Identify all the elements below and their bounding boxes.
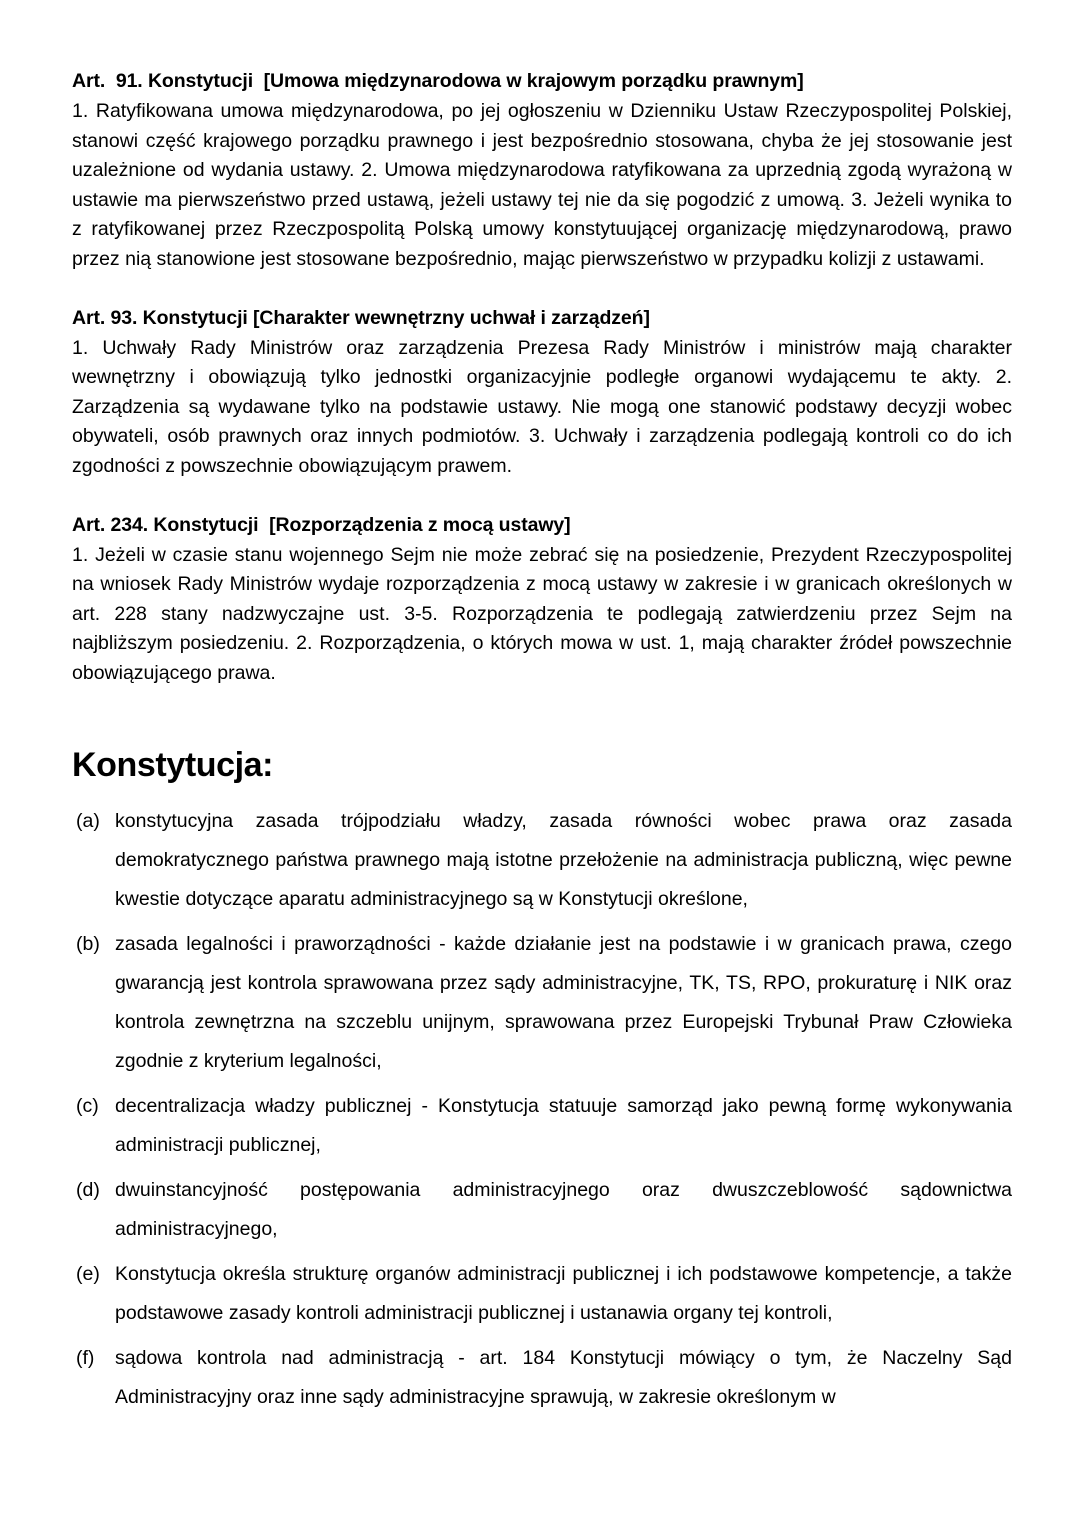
- article-block-91: [72, 68, 1012, 275]
- list-item-text: dwuinstancyjność postępowania administracyjnego oraz dwuszczeblowość sądownictwa administracyjnego,: [115, 1179, 1012, 1241]
- list-item-text: sądowa kontrola nad administracją - art. 184 Konstytucji mówiący o tym, że Naczelny Sąd Administracyjny oraz inne sądy administracyjne sprawują, w zakresie określonym w: [115, 1347, 1012, 1409]
- list-item-text: zasada legalności i praworządności - każde działanie jest na podstawie i w granicach prawa, czego gwarancją jest kontrola sprawowana przez sądy administracyjne, TK, TS, RPO, prokuraturę i NIK oraz kontrola zewnętrzna na szczeblu unijnym, sprawowana przez Europejski Trybunał Praw Człowieka zgodnie z kryterium legalności,: [115, 933, 1012, 1073]
- list-item: [72, 1087, 1012, 1165]
- list-marker: (b): [76, 933, 100, 956]
- list-item: [72, 1339, 1012, 1417]
- list-item: [72, 1171, 1012, 1249]
- list-item: [72, 925, 1012, 1081]
- list-item: [72, 802, 1012, 919]
- article-block-234: [72, 512, 1012, 689]
- article-heading-91: Art. 91. Konstytucji [Umowa międzynarodowa w krajowym porządku prawnym]: [72, 70, 804, 92]
- article-body-93: 1. Uchwały Rady Ministrów oraz zarządzenia Prezesa Rady Ministrów i ministrów mają charakter wewnętrzny i obowiązują tylko jednostki organizacyjnie podległe organowi wydającemu te akty. 2. Zarządzenia są wydawane tylko na podstawie ustawy. Nie mogą one stanowić podstawy decyzji wobec obywateli, osób prawnych oraz innych podmiotów. 3. Uchwały i zarządzenia podlegają kontroli co do ich zgodności z powszechnie obowiązującym prawem.: [72, 336, 1012, 478]
- list-marker: (c): [76, 1095, 99, 1118]
- section-heading-konstytucja: Konstytucja:: [72, 745, 274, 784]
- list-item-text: decentralizacja władzy publicznej - Konstytucja statuuje samorząd jako pewną formę wykonywania administracji publicznej,: [115, 1095, 1012, 1157]
- article-block-93: [72, 305, 1012, 482]
- document-body: [72, 68, 1012, 1417]
- list-marker: (a): [76, 810, 100, 833]
- list-marker: (d): [76, 1179, 100, 1202]
- constitution-principles-list: [72, 802, 1012, 1417]
- article-heading-234: Art. 234. Konstytucji [Rozporządzenia z mocą ustawy]: [72, 513, 571, 536]
- article-body-91: 1. Ratyfikowana umowa międzynarodowa, po jej ogłoszeniu w Dzienniku Ustaw Rzeczypospolitej Polskiej, stanowi część krajowego porządku prawnego i jest bezpośrednio stosowana, chyba że jej stosowanie jest uzależnione od wydania ustawy. 2. Umowa międzynarodowa ratyfikowana za uprzednią zgodą wyrażoną w ustawie ma pierwszeństwo przed ustawą, jeżeli ustawy tej nie da się pogodzić z umową. 3. Jeżeli wynika to z ratyfikowanej przez Rzeczpospolitą Polską umowy konstytuującej organizację międzynarodową, prawo przez nią stanowione jest stosowane bezpośrednio, mając pierwszeństwo w przypadku kolizji z ustawami.: [72, 99, 1012, 271]
- list-item-text: konstytucyjna zasada trójpodziału władzy, zasada równości wobec prawa oraz zasada demokratycznego państwa prawnego mają istotne przełożenie na administracja publiczną, więc pewne kwestie dotyczące aparatu administracyjnego są w Konstytucji określone,: [115, 810, 1012, 911]
- list-item: [72, 1255, 1012, 1333]
- article-body-234: 1. Jeżeli w czasie stanu wojennego Sejm nie może zebrać się na posiedzenie, Prezydent Rzeczypospolitej na wniosek Rady Ministrów wydaje rozporządzenia z mocą ustawy w zakresie i w granicach określonych w art. 228 stany nadzwyczajne ust. 3-5. Rozporządzenia te podlegają zatwierdzeniu przez Sejm na najbliższym posiedzeniu. 2. Rozporządzenia, o których mowa w ust. 1, mają charakter źródeł powszechnie obowiązującego prawa.: [72, 543, 1012, 685]
- article-heading-93: Art. 93. Konstytucji [Charakter wewnętrzny uchwał i zarządzeń]: [72, 306, 650, 329]
- list-marker: (f): [76, 1347, 95, 1370]
- list-item-text: Konstytucja określa strukturę organów administracji publicznej i ich podstawowe kompetencje, a także podstawowe zasady kontroli administracji publicznej i ustanawia organy tej kontroli,: [115, 1263, 1012, 1325]
- list-marker: (e): [76, 1263, 100, 1286]
